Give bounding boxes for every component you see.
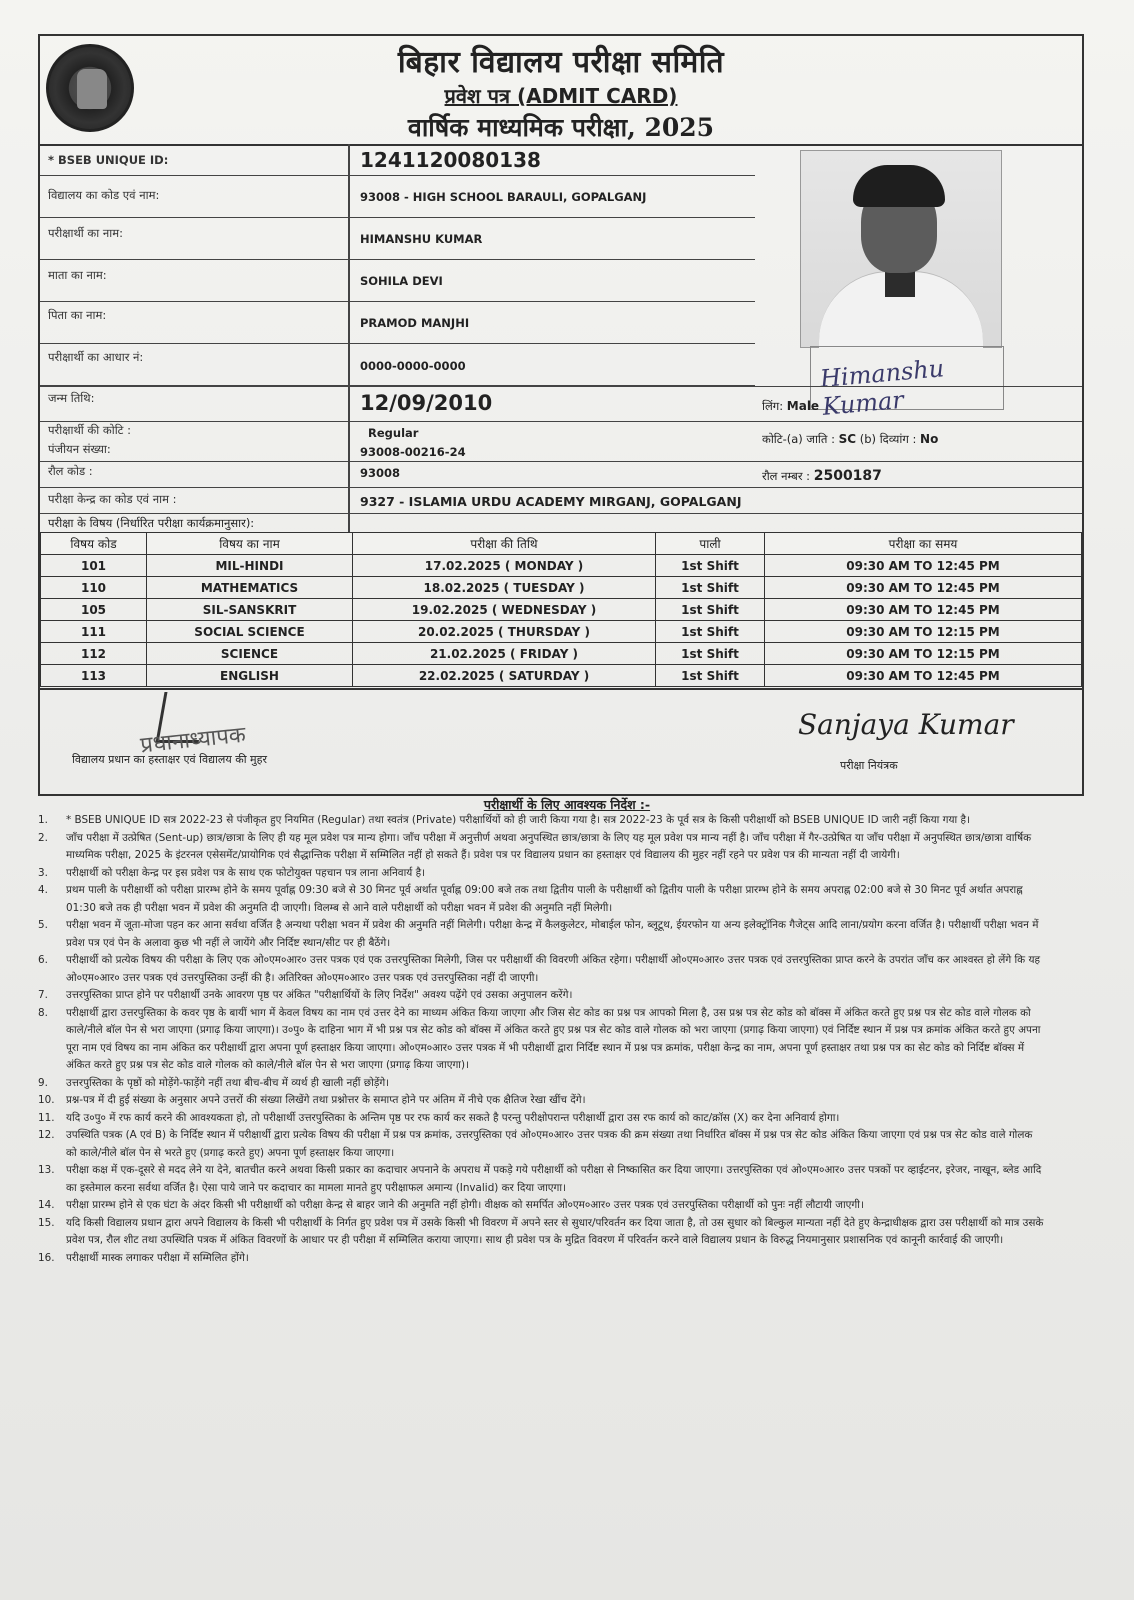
instruction-text: उपस्थिति पत्रक (A एवं B) के निर्दिष्ट स्थान में परीक्षार्थी द्वारा प्रत्येक विषय की परीक्षा में प्रश्न पत्र क्रमांक, उत्तरपुस्तिका एवं ओ०एम०आर० उत्तर पत्रक की क्रम संख्या तथा निर्धारित बॉक्स में प्रश्न पत्र सेट कोड अंकित किया जाएगा एवं प्रश्न पत्र सेट कोड वाले गोलक को काले/नीले बॉल पेन से भरते हुए (प्रगाढ़ करते हुए) अपना पूर्ण हस्ताक्षर किया जाएगा। [66, 1129, 1033, 1159]
row-centre [40, 488, 1082, 514]
cell-time: 09:30 AM TO 12:45 PM [765, 665, 1082, 687]
document-type: प्रवेश पत्र (ADMIT CARD) [444, 84, 678, 108]
col-exam-time: परीक्षा का समय [765, 533, 1082, 555]
cell-shift: 1st Shift [656, 555, 765, 577]
principal-stamp: प्रधानाध्यापक [139, 722, 247, 759]
cell-time: 09:30 AM TO 12:15 PM [765, 621, 1082, 643]
cell-code: 112 [41, 643, 147, 665]
aadhar-value: 0000-0000-0000 [360, 359, 466, 373]
table-row [41, 643, 1082, 665]
registration-value: 93008-00216-24 [360, 445, 466, 459]
cell-subject: MIL-HINDI [147, 555, 353, 577]
list-item: 7. उत्तरपुस्तिका प्राप्त होने पर परीक्षार्थी उनके आवरण पृष्ठ पर अंकित "परीक्षार्थियों के लिए निर्देश" अवश्य पढ़ेंगे एवं उसका अनुपालन करेंगे। [38, 989, 573, 1001]
disabled-value: No [920, 432, 939, 446]
cell-date: 19.02.2025 ( WEDNESDAY ) [353, 599, 656, 621]
instruction-text: परीक्षार्थी द्वारा उत्तरपुस्तिका के कवर पृष्ठ के बायीं भाग में केवल विषय का नाम एवं उत्तर देने का माध्यम अंकित किया जाएगा और जिस सेट कोड का प्रश्न पत्र आपको मिला है, उस प्रश्न पत्र सेट कोड को बॉक्स में अंकित करते हुए प्रश्न पत्र सेट कोड वाले गोलक को काले/नीले बॉल पेन से भरा जाएगा (प्रगाढ़ किया जाएगा)। उ०पु० के दाहिना भाग में भी प्रश्न पत्र सेट कोड को बॉक्स में अंकित करते हुए प्रश्न पत्र सेट कोड वाले गोलक को भरा जाएगा (प्रगाढ़ किया जाएगा) एवं निर्दिष्ट स्थान में प्रश्न पत्र क्रमांक अंकित करते हुए अपना पूरा नाम एवं विषय का नाम अंकित कर परीक्षार्थी द्वारा अपना पूर्ण हस्ताक्षर किया जाएगा। ओ०एम०आर० उत्तर पत्रक में भी परीक्षार्थी द्वारा निर्दिष्ट स्थान में प्रश्न पत्र क्रमांक, परीक्षा केन्द्र का नाम, अपना पूर्ण हस्ताक्षर तथा प्रश्न पत्र का सेट कोड को निर्दिष्ट बॉक्स में अंकित करते हुए प्रश्न पत्र सेट कोड वाले गोलक को काले/नीले बॉल पेन से भरा जाएगा (प्रगाढ़ किया जाएगा)। [66, 1006, 1041, 1071]
mother-label: माता का नाम: [48, 268, 107, 282]
row-roll [40, 462, 1082, 488]
col-shift: पाली [656, 533, 765, 555]
instruction-text: प्रथम पाली के परीक्षार्थी को परीक्षा प्रारम्भ होने के समय पूर्वाह्न 09:30 बजे से 30 मिनट पूर्व अर्थात पूर्वाह्न 09:00 बजे तक तथा द्वितीय पाली के परीक्षार्थी को द्वितीय पाली के परीक्षा प्रारम्भ होने के समय अपराह्न 02:00 बजे से 30 मिनट पूर्व अर्थात अपराह्न 01:30 बजे तक ही परीक्षा भवन में प्रवेश की अनुमति दी जाएगी। विलम्ब से आने वाले परीक्षार्थी को परीक्षा भवन में प्रवेश की अनुमति नहीं मिलेगी। [66, 884, 1023, 914]
signature-area [40, 688, 1082, 796]
instructions-title: परीक्षार्थी के लिए आवश्यक निर्देश :- [483, 797, 651, 812]
instruction-text: परीक्षा भवन में जूता-मोजा पहन कर आना सर्वथा वर्जित है अन्यथा परीक्षा भवन में प्रवेश की अनुमति नहीं मिलेगी। परीक्षा केन्द्र में कैलकुलेटर, मोबाईल फोन, ब्लूटूथ, ईयरफोन या अन्य इलेक्ट्रॉनिक गैजेट्स आदि लाना/प्रयोग करना वर्जित है। परीक्षार्थी परीक्षा भवन में प्रवेश पत्र एवं पेन के अलावा कुछ भी नहीं ले जायेंगे और निर्दिष्ट स्थान/सीट पर ही बैठेंगे। [66, 919, 1039, 949]
cell-subject: SIL-SANSKRIT [147, 599, 353, 621]
schedule-header-row [41, 533, 1082, 555]
list-item: 11. यदि उ०पु० में रफ कार्य करने की आवश्यकता हो, तो परीक्षार्थी उत्तरपुस्तिका के अन्तिम पृष्ठ पर रफ कार्य कर सकते है परन्तु परीक्षोपरान्त परीक्षार्थी द्वारा उस रफ कार्य को काट/क्रॉस (X) कर देना अनिवार्य होगा। [38, 1111, 840, 1124]
gender-field [762, 399, 819, 414]
list-item: 14. परीक्षा प्रारम्भ होने से एक घंटा के अंदर किसी भी परीक्षार्थी को परीक्षा केन्द्र से बाहर जाने की अनुमति नहीं होगी। वीक्षक को समर्पित ओ०एम०आर० उत्तर पत्रक एवं उत्तरपुस्तिका परीक्षार्थी को पुनः नहीं लौटायी जाएगी। [38, 1199, 864, 1211]
instructions-list [38, 812, 1044, 1267]
col-exam-date: परीक्षा की तिथि [353, 533, 656, 555]
name-label: परीक्षार्थी का नाम: [48, 226, 123, 240]
list-item: 1. * BSEB UNIQUE ID सत्र 2022-23 से पंजीकृत हुए नियमित (Regular) तथा स्वतंत्र (Private) परीक्षार्थियों को ही जारी किया गया है। सत्र 2022-23 के पूर्व सत्र के किसी परीक्षार्थी को BSEB UNIQUE ID जारी नहीं किया गया है। [38, 814, 970, 826]
aadhar-label: परीक्षार्थी का आधार नं: [48, 350, 144, 364]
table-row [41, 577, 1082, 599]
cell-time: 09:30 AM TO 12:45 PM [765, 577, 1082, 599]
table-row [41, 555, 1082, 577]
school-label: विद्यालय का कोड एवं नाम: [48, 188, 160, 202]
cell-date: 21.02.2025 ( FRIDAY ) [353, 643, 656, 665]
card-header [40, 36, 1082, 146]
roll-code-value: 93008 [360, 466, 401, 480]
exam-schedule-table [40, 532, 1082, 687]
cell-date: 17.02.2025 ( MONDAY ) [353, 555, 656, 577]
controller-label: परीक्षा नियंत्रक [840, 759, 898, 772]
row-mother [40, 260, 755, 302]
row-registration [40, 440, 1082, 462]
mother-value: SOHILA DEVI [360, 274, 443, 288]
cell-time: 09:30 AM TO 12:45 PM [765, 599, 1082, 621]
instruction-text: * BSEB UNIQUE ID सत्र 2022-23 से पंजीकृत हुए नियमित (Regular) तथा स्वतंत्र (Private) परीक्षार्थियों को ही जारी किया गया है। सत्र 2022-23 के पूर्व सत्र के किसी परीक्षार्थी को BSEB UNIQUE ID जारी नहीं किया गया है। [66, 814, 970, 826]
instruction-text: परीक्षार्थी को प्रत्येक विषय की परीक्षा के लिए एक ओ०एम०आर० उत्तर पत्रक एवं एक उत्तरपुस्तिका मिलेगी, जिस पर परीक्षार्थी की विवरणी अंकित रहेगा। परीक्षार्थी ओ०एम०आर० उत्तर पत्रक एवं उत्तरपुस्तिका प्राप्त करने के उपरांत जाँच कर आश्वस्त हो लेंगे कि यह ओ०एम०आर० उत्तर पत्रक एवं उत्तरपुस्तिका उन्हीं की है। अतिरिक्त ओ०एम०आर० उत्तर पत्रक एवं उत्तरपुस्तिका नहीं दी जाएगी। [66, 954, 1040, 984]
roll-no-value: 2500187 [813, 468, 882, 484]
board-name: बिहार विद्यालय परीक्षा समिति [397, 45, 725, 80]
cell-time: 09:30 AM TO 12:45 PM [765, 555, 1082, 577]
row-dob [40, 386, 1082, 422]
row-uid [40, 144, 755, 176]
cell-time: 09:30 AM TO 12:15 PM [765, 643, 1082, 665]
cell-date: 20.02.2025 ( THURSDAY ) [353, 621, 656, 643]
cell-shift: 1st Shift [656, 643, 765, 665]
cell-code: 105 [41, 599, 147, 621]
instruction-text: उत्तरपुस्तिका प्राप्त होने पर परीक्षार्थी उनके आवरण पृष्ठ पर अंकित "परीक्षार्थियों के लिए निर्देश" अवश्य पढ़ेंगे एवं उसका अनुपालन करेंगे। [66, 989, 573, 1001]
category-label: परीक्षार्थी की कोटि : [48, 423, 132, 437]
candidate-signature-text: Himanshu Kumar [818, 354, 946, 421]
cell-shift: 1st Shift [656, 577, 765, 599]
table-row [41, 621, 1082, 643]
caste-value: SC [838, 432, 857, 446]
list-item: 2. जाँच परीक्षा में उत्प्रेषित (Sent-up) छात्र/छात्रा के लिए ही यह मूल प्रवेश पत्र मान्य होगा। जाँच परीक्षा में अनुत्तीर्ण अथवा अनुपस्थित छात्र/छात्रा के लिए यह मूल प्रवेश पत्र मान्य नहीं है। जाँच परीक्षा में गैर-उत्प्रेषित या जाँच परीक्षा में अनुपस्थित छात्र/छात्रा वार्षिक माध्यमिक परीक्षा, 2025 के इंटरनल एसेसमेंट/प्रायोगिक एवं सैद्धान्तिक परीक्षा में सम्मिलित नहीं हो सकते हैं। प्रवेश पत्र पर विद्यालय प्रधान का हस्ताक्षर एवं विद्यालय की मुहर नहीं रहने पर प्रवेश पत्र की मान्यता नहीं दी जायेगी। [38, 831, 1032, 861]
cell-subject: SOCIAL SCIENCE [147, 621, 353, 643]
instruction-text: परीक्षार्थी को परीक्षा केन्द्र पर इस प्रवेश पत्र के साथ एक फोटोयुक्त पहचान पत्र लाना अनिवार्य है। [66, 866, 426, 879]
list-item: 4. प्रथम पाली के परीक्षार्थी को परीक्षा प्रारम्भ होने के समय पूर्वाह्न 09:30 बजे से 30 मिनट पूर्व अर्थात पूर्वाह्न 09:00 बजे तक तथा द्वितीय पाली के परीक्षार्थी को द्वितीय पाली के परीक्षा प्रारम्भ होने के समय अपराह्न 02:00 बजे से 30 मिनट पूर्व अर्थात अपराह्न 01:30 बजे तक ही परीक्षा भवन में प्रवेश की अनुमति दी जाएगी। विलम्ब से आने वाले परीक्षार्थी को परीक्षा भवन में प्रवेश की अनुमति नहीं मिलेगी। [38, 884, 1023, 914]
list-item: 16. परीक्षार्थी मास्क लगाकर परीक्षा में सम्मिलित होंगे। [38, 1251, 249, 1264]
row-aadhar [40, 344, 755, 386]
col-subject-name: विषय का नाम [147, 533, 353, 555]
category-value: Regular [368, 426, 419, 440]
dob-value: 12/09/2010 [360, 391, 493, 415]
roll-no-field [762, 468, 882, 484]
instruction-text: जाँच परीक्षा में उत्प्रेषित (Sent-up) छात्र/छात्रा के लिए ही यह मूल प्रवेश पत्र मान्य होगा। जाँच परीक्षा में अनुत्तीर्ण अथवा अनुपस्थित छात्र/छात्रा के लिए यह मूल प्रवेश पत्र मान्य नहीं है। जाँच परीक्षा में गैर-उत्प्रेषित या जाँच परीक्षा में अनुपस्थित छात्र/छात्रा वार्षिक माध्यमिक परीक्षा, 2025 के इंटरनल एसेसमेंट/प्रायोगिक एवं सैद्धान्तिक परीक्षा में सम्मिलित नहीं हो सकते हैं। प्रवेश पत्र पर विद्यालय प्रधान का हस्ताक्षर एवं विद्यालय की मुहर नहीं रहने पर प्रवेश पत्र की मान्यता नहीं दी जायेगी। [66, 831, 1032, 861]
row-school [40, 176, 755, 218]
cell-shift: 1st Shift [656, 599, 765, 621]
instruction-text: यदि उ०पु० में रफ कार्य करने की आवश्यकता हो, तो परीक्षार्थी उत्तरपुस्तिका के अन्तिम पृष्ठ पर रफ कार्य कर सकते है परन्तु परीक्षोपरान्त परीक्षार्थी द्वारा उस रफ कार्य को काट/क्रॉस (X) कर देना अनिवार्य होगा। [66, 1111, 840, 1124]
instruction-text: परीक्षार्थी मास्क लगाकर परीक्षा में सम्मिलित होंगे। [66, 1251, 249, 1264]
instruction-text: परीक्षा कक्ष में एक-दूसरे से मदद लेने या देने, बातचीत करने अथवा किसी प्रकार का कदाचार अपनाने के अपराध में पकड़े गये परीक्षार्थी को परीक्षा से निष्कासित कर दिया जाएगा। उत्तरपुस्तिका एवं ओ०एम०आर० उत्तर पत्रकों पर व्हाईटनर, इरेजर, नाखून, ब्लेड आदि का इस्तेमाल करना सर्वथा वर्जित है। ऐसा पाये जाने पर कदाचार का मामला मानते हुए परीक्षाफल अमान्य (Invalid) कर दिया जाएगा। [66, 1164, 1042, 1194]
roll-code-label: रौल कोड : [48, 464, 93, 478]
cell-date: 22.02.2025 ( SATURDAY ) [353, 665, 656, 687]
uid-value: 1241120080138 [360, 148, 541, 172]
candidate-photo [800, 150, 1002, 348]
list-item: 5. परीक्षा भवन में जूता-मोजा पहन कर आना सर्वथा वर्जित है अन्यथा परीक्षा भवन में प्रवेश की अनुमति नहीं मिलेगी। परीक्षा केन्द्र में कैलकुलेटर, मोबाईल फोन, ब्लूटूथ, ईयरफोन या अन्य इलेक्ट्रॉनिक गैजेट्स आदि लाना/प्रयोग करना वर्जित है। परीक्षार्थी परीक्षा भवन में प्रवेश पत्र एवं पेन के अलावा कुछ भी नहीं ले जायेंगे और निर्दिष्ट स्थान/सीट पर ही बैठेंगे। [38, 919, 1039, 949]
list-item: 8. परीक्षार्थी द्वारा उत्तरपुस्तिका के कवर पृष्ठ के बायीं भाग में केवल विषय का नाम एवं उत्तर देने का माध्यम अंकित किया जाएगा और जिस सेट कोड का प्रश्न पत्र आपको मिला है, उस प्रश्न पत्र सेट कोड को बॉक्स में अंकित करते हुए प्रश्न पत्र सेट कोड वाले गोलक को काले/नीले बॉल पेन से भरा जाएगा (प्रगाढ़ किया जाएगा)। उ०पु० के दाहिना भाग में भी प्रश्न पत्र सेट कोड को बॉक्स में अंकित करते हुए प्रश्न पत्र सेट कोड वाले गोलक को भरा जाएगा (प्रगाढ़ किया जाएगा) एवं निर्दिष्ट स्थान में प्रश्न पत्र क्रमांक अंकित करते हुए अपना पूरा नाम एवं विषय का नाम अंकित कर परीक्षार्थी द्वारा अपना पूर्ण हस्ताक्षर किया जाएगा। ओ०एम०आर० उत्तर पत्रक में भी परीक्षार्थी द्वारा निर्दिष्ट स्थान में प्रश्न पत्र क्रमांक, परीक्षा केन्द्र का नाम, अपना पूर्ण हस्ताक्षर तथा प्रश्न पत्र का सेट कोड को निर्दिष्ट बॉक्स में अंकित करते हुए प्रश्न पत्र सेट कोड वाले गोलक को काले/नीले बॉल पेन से भरा जाएगा (प्रगाढ़ किया जाएगा)। [38, 1006, 1041, 1071]
schedule-title: परीक्षा के विषय (निर्धारित परीक्षा कार्यक्रमानुसार): [48, 516, 255, 530]
row-category [40, 422, 1082, 446]
instruction-text: उत्तरपुस्तिका के पृष्ठों को मोड़ेंगे-फाड़ेंगे नहीं तथा बीच-बीच में व्यर्थ ही खाली नहीं छोड़ेंगे। [66, 1076, 390, 1089]
table-row [41, 599, 1082, 621]
cell-code: 110 [41, 577, 147, 599]
instruction-text: प्रश्न-पत्र में दी हुई संख्या के अनुसार अपने उत्तरों की संख्या लिखेंगे तथा प्रश्नोत्तर के समाप्त होने पर अंतिम में नीचे एक क्षैतिज रेखा खींच देंगे। [66, 1094, 586, 1106]
uid-label: * BSEB UNIQUE ID: [48, 153, 169, 167]
exam-name: वार्षिक माध्यमिक परीक्षा, 2025 [407, 113, 715, 142]
centre-label: परीक्षा केन्द्र का कोड एवं नाम : [48, 492, 177, 506]
cell-subject: ENGLISH [147, 665, 353, 687]
instruction-text: परीक्षा प्रारम्भ होने से एक घंटा के अंदर किसी भी परीक्षार्थी को परीक्षा केन्द्र से बाहर जाने की अनुमति नहीं होगी। वीक्षक को समर्पित ओ०एम०आर० उत्तर पत्रक एवं उत्तरपुस्तिका परीक्षार्थी को पुनः नहीं लौटायी जाएगी। [66, 1199, 864, 1211]
controller-signature: Sanjaya Kumar [798, 708, 1014, 741]
gender-label: लिंग: [762, 399, 784, 413]
list-item: 15. यदि किसी विद्यालय प्रधान द्वारा अपने विद्यालय के किसी भी परीक्षार्थी के निर्गत हुए प्रवेश पत्र में उसके किसी भी विवरण में अपने स्तर से सुधार/परिवर्तन कर दिया जाता है, तो उस सुधार को बिल्कुल मान्यता नहीं देते हुए केन्द्राधीक्षक द्वारा उस परीक्षार्थी को मात्र उसके प्रवेश पत्र, रौल शीट तथा उपस्थिति पत्रक में अंकित विवरणों के आधार पर ही परीक्षा में सम्मिलित कराया जाएगा। साथ ही प्रवेश पत्र के मुद्रित विवरण में परिवर्तन करने वाले विद्यालय प्रधान के विरुद्ध नियमानुसार प्रशासनिक एवं कानूनी कार्रवाई की जाएगी। [38, 1216, 1044, 1246]
disabled-label: (b) दिव्यांग : [859, 432, 917, 446]
admit-card [38, 34, 1084, 796]
cell-code: 101 [41, 555, 147, 577]
list-item: 12. उपस्थिति पत्रक (A एवं B) के निर्दिष्ट स्थान में परीक्षार्थी द्वारा प्रत्येक विषय की परीक्षा में प्रश्न पत्र क्रमांक, उत्तरपुस्तिका एवं ओ०एम०आर० उत्तर पत्रक की क्रम संख्या तथा निर्धारित बॉक्स में प्रश्न पत्र सेट कोड अंकित किया जाएगा एवं प्रश्न पत्र सेट कोड वाले गोलक को काले/नीले बॉल पेन से भरते हुए (प्रगाढ़ करते हुए) अपना पूर्ण हस्ताक्षर किया जाएगा। [38, 1129, 1033, 1159]
gender-value: Male [786, 399, 820, 413]
cell-code: 111 [41, 621, 147, 643]
father-label: पिता का नाम: [48, 308, 107, 322]
row-father [40, 302, 755, 344]
principal-signature-label: विद्यालय प्रधान का हस्ताक्षर एवं विद्यालय की मुहर [72, 753, 267, 766]
centre-value: 9327 - ISLAMIA URDU ACADEMY MIRGANJ, GOPALGANJ [360, 494, 742, 509]
col-subject-code: विषय कोड [41, 533, 147, 555]
cell-subject: MATHEMATICS [147, 577, 353, 599]
dob-label: जन्म तिथि: [48, 391, 95, 405]
name-value: HIMANSHU KUMAR [360, 232, 483, 246]
list-item: 13. परीक्षा कक्ष में एक-दूसरे से मदद लेने या देने, बातचीत करने अथवा किसी प्रकार का कदाचार अपनाने के अपराध में पकड़े गये परीक्षार्थी को परीक्षा से निष्कासित कर दिया जाएगा। उत्तरपुस्तिका एवं ओ०एम०आर० उत्तर पत्रकों पर व्हाईटनर, इरेजर, नाखून, ब्लेड आदि का इस्तेमाल करना सर्वथा वर्जित है। ऐसा पाये जाने पर कदाचार का मामला मानते हुए परीक्षाफल अमान्य (Invalid) कर दिया जाएगा। [38, 1164, 1042, 1194]
cell-shift: 1st Shift [656, 621, 765, 643]
list-item: 3. परीक्षार्थी को परीक्षा केन्द्र पर इस प्रवेश पत्र के साथ एक फोटोयुक्त पहचान पत्र लाना अनिवार्य है। [38, 866, 426, 879]
father-value: PRAMOD MANJHI [360, 316, 470, 330]
row-name [40, 218, 755, 260]
table-row [41, 665, 1082, 687]
cell-subject: SCIENCE [147, 643, 353, 665]
school-value: 93008 - HIGH SCHOOL BARAULI, GOPALGANJ [360, 190, 647, 204]
instruction-text: यदि किसी विद्यालय प्रधान द्वारा अपने विद्यालय के किसी भी परीक्षार्थी के निर्गत हुए प्रवेश पत्र में उसके किसी भी विवरण में अपने स्तर से सुधार/परिवर्तन कर दिया जाता है, तो उस सुधार को बिल्कुल मान्यता नहीं देते हुए केन्द्राधीक्षक द्वारा उस परीक्षार्थी को मात्र उसके प्रवेश पत्र, रौल शीट तथा उपस्थिति पत्रक में अंकित विवरणों के आधार पर ही परीक्षा में सम्मिलित कराया जाएगा। साथ ही प्रवेश पत्र के मुद्रित विवरण में परिवर्तन करने वाले विद्यालय प्रधान के विरुद्ध नियमानुसार प्रशासनिक एवं कानूनी कार्रवाई की जाएगी। [66, 1216, 1044, 1246]
registration-label: पंजीयन संख्या: [48, 442, 111, 456]
list-item: 10. प्रश्न-पत्र में दी हुई संख्या के अनुसार अपने उत्तरों की संख्या लिखेंगे तथा प्रश्नोत्तर के समाप्त होने पर अंतिम में नीचे एक क्षैतिज रेखा खींच देंगे। [38, 1094, 586, 1106]
cell-date: 18.02.2025 ( TUESDAY ) [353, 577, 656, 599]
roll-no-label: रौल नम्बर : [762, 469, 811, 483]
list-item: 6. परीक्षार्थी को प्रत्येक विषय की परीक्षा के लिए एक ओ०एम०आर० उत्तर पत्रक एवं एक उत्तरपुस्तिका मिलेगी, जिस पर परीक्षार्थी की विवरणी अंकित रहेगा। परीक्षार्थी ओ०एम०आर० उत्तर पत्रक एवं उत्तरपुस्तिका प्राप्त करने के उपरांत जाँच कर आश्वस्त हो लेंगे कि यह ओ०एम०आर० उत्तर पत्रक एवं उत्तरपुस्तिका उन्हीं की है। अतिरिक्त ओ०एम०आर० उत्तर पत्रक एवं उत्तरपुस्तिका नहीं दी जाएगी। [38, 954, 1040, 984]
cell-code: 113 [41, 665, 147, 687]
caste-label: कोटि-(a) जाति : [762, 432, 835, 446]
cell-shift: 1st Shift [656, 665, 765, 687]
list-item: 9. उत्तरपुस्तिका के पृष्ठों को मोड़ेंगे-फाड़ेंगे नहीं तथा बीच-बीच में व्यर्थ ही खाली नहीं छोड़ेंगे। [38, 1076, 390, 1089]
